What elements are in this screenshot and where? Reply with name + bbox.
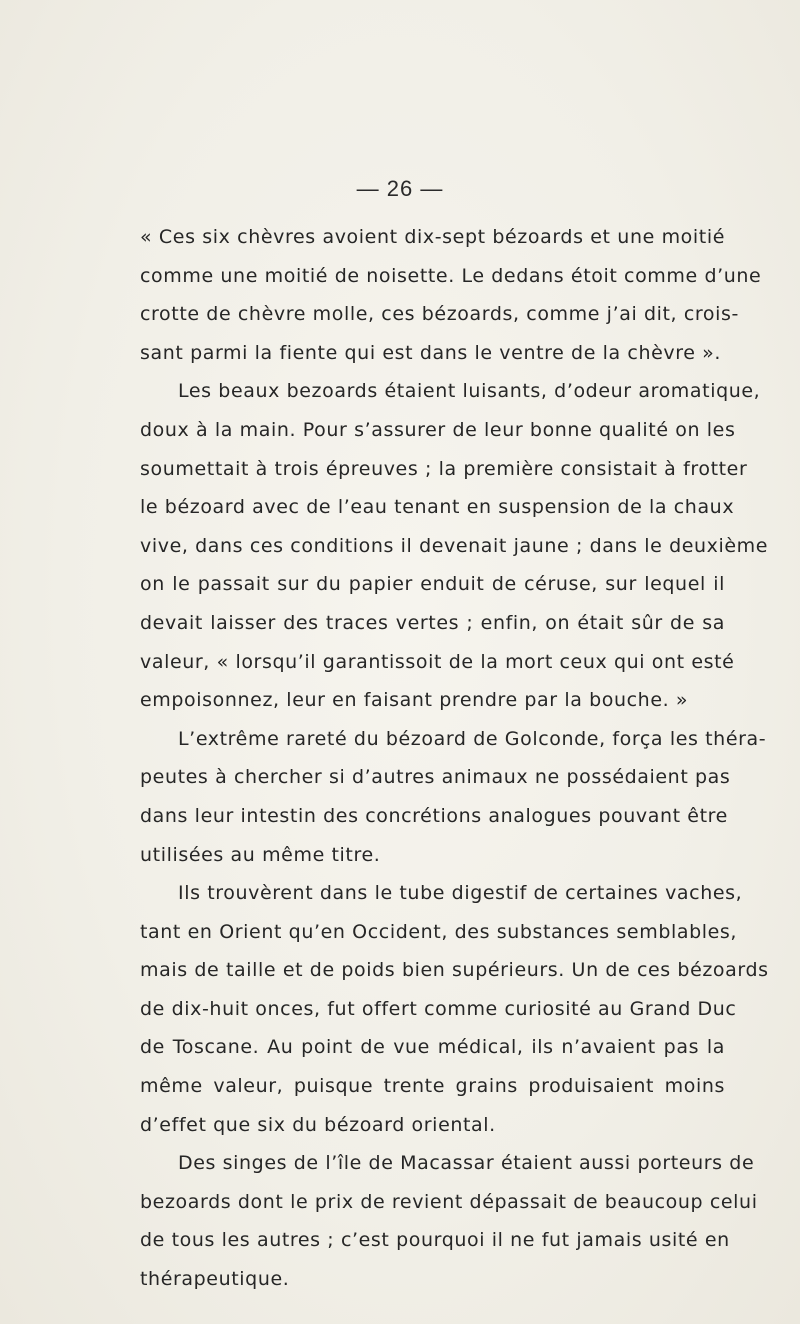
page-number: — 26 — [356, 176, 444, 201]
text-line: mais de taille et de poids bien supérieurs. Un de ces bézoards [140, 959, 769, 982]
text-line: Des singes de l’île de Macassar étaient aussi porteurs de [178, 1152, 755, 1175]
text-line: on le passait sur du papier enduit de céruse, sur lequel il [140, 573, 725, 596]
text-line: tant en Orient qu’en Occident, des substances semblables, [140, 920, 738, 943]
text-line: doux à la main. Pour s’assurer de leur bonne qualité on les [140, 418, 736, 441]
text-line: Les beaux bezoards étaient luisants, d’odeur aromatique, [178, 380, 761, 403]
body-text [140, 218, 769, 1299]
text-line: peutes à chercher si d’autres animaux ne possédaient pas [140, 766, 731, 789]
text-line: valeur, « lorsqu’il garantissoit de la mort ceux qui ont esté [140, 650, 735, 673]
text-line: « Ces six chèvres avoient dix-sept bézoards et une moitié [140, 226, 725, 248]
text-line: soumettait à trois épreuves ; la première consistait à frotter [140, 457, 748, 480]
text-line: vive, dans ces conditions il devenait jaune ; dans le deuxième [140, 534, 769, 557]
text-line: de dix-huit onces, fut offert comme curiosité au Grand Duc [140, 997, 737, 1020]
text-line: d’effet que six du bézoard oriental. [140, 1113, 496, 1136]
text-line: Ils trouvèrent dans le tube digestif de certaines vaches, [178, 882, 743, 905]
text-line: L’extrême rareté du bézoard de Golconde, força les théra- [178, 727, 767, 750]
text-line: comme une moitié de noisette. Le dedans étoit comme d’une [140, 264, 762, 287]
text-line: devait laisser des traces vertes ; enfin, on était sûr de sa [140, 611, 725, 634]
text-line: de tous les autres ; c’est pourquoi il ne fut jamais usité en [140, 1229, 730, 1252]
text-line: utilisées au même titre. [140, 843, 381, 866]
text-line: crotte de chèvre molle, ces bézoards, comme j’ai dit, crois- [140, 303, 739, 326]
text-line: empoisonnez, leur en faisant prendre par la bouche. » [140, 689, 689, 712]
text-line: de Toscane. Au point de vue médical, ils n’avaient pas la [140, 1036, 725, 1059]
text-line: dans leur intestin des concrétions analogues pouvant être [140, 804, 728, 827]
text-line: même valeur, puisque trente grains produisaient moins [140, 1075, 725, 1098]
text-line: sant parmi la fiente qui est dans le ventre de la chèvre ». [140, 341, 722, 364]
text-line: thérapeutique. [140, 1268, 290, 1291]
text-line: bezoards dont le prix de revient dépassait de beaucoup celui [140, 1190, 758, 1213]
text-line: le bézoard avec de l’eau tenant en suspension de la chaux [140, 496, 735, 519]
